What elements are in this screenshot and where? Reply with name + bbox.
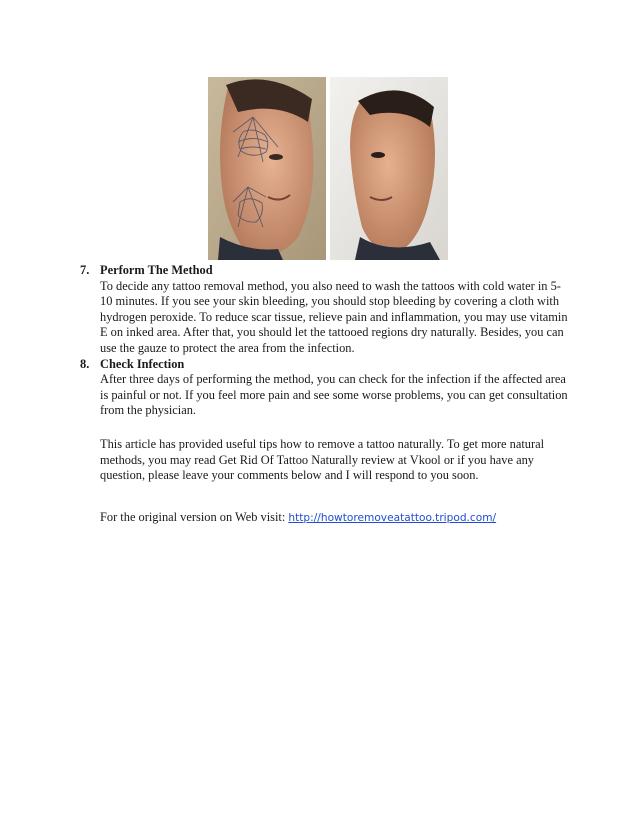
- after-photo: [330, 77, 448, 260]
- before-after-photo: [208, 77, 448, 260]
- source-line: [100, 510, 570, 527]
- item-body: After three days of performing the method, you can check for the infection if the affected area is painful or not. If you feel more pain and see some worse problems, you can get consultation from the physician.: [100, 372, 568, 418]
- list-item: [80, 263, 570, 357]
- item-number: 8.: [80, 356, 90, 371]
- source-link[interactable]: http://howtoremoveatattoo.tripod.com/: [288, 512, 497, 524]
- item-number: 7.: [80, 263, 90, 277]
- source-prefix: For the original version on Web visit:: [100, 510, 289, 524]
- closing-paragraph: This article has provided useful tips how to remove a tattoo naturally. To get more natural methods, you may read Get Rid Of Tattoo Naturally review at Vkool or if you have any question, please leave your comments below and I will respond to you soon.: [100, 437, 545, 483]
- item-body: To decide any tattoo removal method, you also need to wash the tattoos with cold water in 5-10 minutes. If you see your skin bleeding, you should stop bleeding by covering a cloth with hydrogen peroxide. To reduce scar tissue, relieve pain and inflammation, you may use vitamin E on inked area. After that, you should let the tattooed regions dry naturally. Besides, you can use the gauze to protect the area from the infection.: [100, 278, 568, 355]
- item-title: Check Infection: [100, 356, 185, 371]
- steps-list: [80, 263, 570, 419]
- list-item: [80, 357, 570, 419]
- before-photo: [208, 77, 326, 260]
- item-title: Perform The Method: [100, 263, 213, 277]
